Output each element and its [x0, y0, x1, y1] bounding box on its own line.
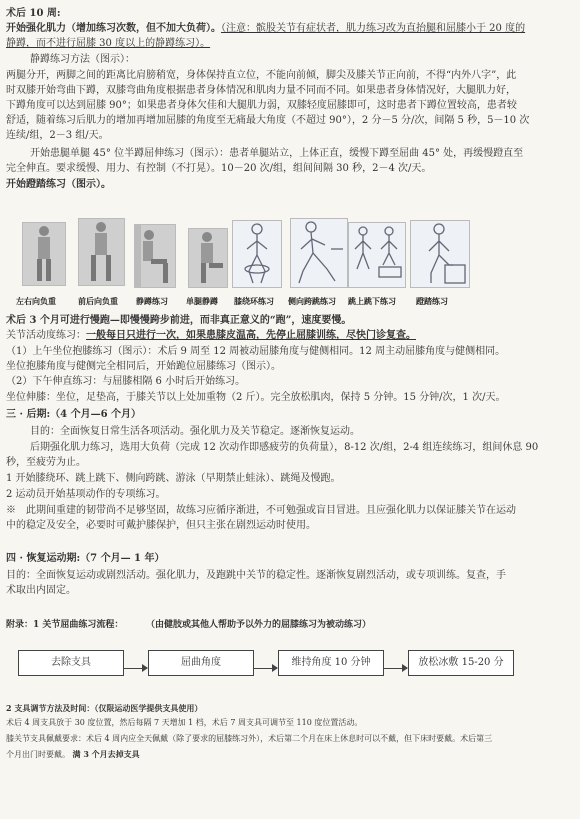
flow-step-hold-angle: 维持角度 10 分钟	[278, 650, 384, 676]
flow-arrow-2	[253, 668, 277, 669]
pm-line-1: （2）下午伸直练习：与屈膝相隔 6 小时后开始练习。	[6, 376, 246, 387]
flow-step-flex-angle: 屈曲角度	[148, 650, 254, 676]
photo-single-squat	[188, 228, 228, 288]
month3-jog: 术后 3 个月可进行慢跑—即慢慢跨步前进，而非真正意义的“跑”，速度要慢。	[6, 315, 352, 326]
brace-line-3	[6, 748, 140, 761]
step-title: 开始蹬踏练习（图示）。	[6, 179, 111, 190]
figure-label-5: 膝绕环练习	[234, 296, 274, 306]
squat-line-1: 两腿分开，两脚之间的距离比肩膀稍宽，身体保持直立位，不能向前倾，脚尖及膝关节正向前，不得“内外八字”，此	[6, 70, 517, 81]
figure-label-6: 侧向跨跳练习	[288, 296, 336, 306]
appendix-label: 附录：1 关节屈曲练习流程：	[6, 620, 124, 630]
strength-note: （注意：髌股关节有症状者，肌力练习改为直抬腿和屈膝小于 20 度的	[221, 23, 526, 34]
stage3-note-1: ※ 此期间重建的韧带尚不足够坚固，故练习应循序渐进，不可勉强或盲目冒进。且应强化肌力以保证膝关节在运动	[6, 505, 516, 516]
figure-label-7: 跳上跳下练习	[348, 296, 396, 306]
rom-text: 一般每日只进行一次，如果患膝皮温高，先停止屈膝训练，尽快门诊复查。	[86, 330, 416, 341]
squat-line-2: 时双膝开始弯曲下蹲，双膝弯曲角度根据患者身体情况和肌肉力量不同而不同。如果患者身体情况好，大腿肌力好，	[6, 85, 516, 96]
figure-label-3: 静蹲练习	[136, 296, 168, 306]
squat-title: 静蹲练习方法（图示）：	[30, 54, 135, 65]
appendix-note: （由健肢或其他人帮助予以外力的屈膝练习为被动练习）	[146, 620, 372, 630]
figure-label-2: 前后向负重	[78, 296, 118, 306]
document-page	[6, 6, 574, 819]
figure-label-1: 左右向负重	[16, 296, 56, 306]
rom-line	[6, 328, 416, 343]
week10-heading: 术后 10 周:	[6, 8, 61, 19]
flow-arrow-3	[383, 668, 407, 669]
sketch-step-up	[410, 220, 470, 288]
stage3-item-2: 2 运动员开始基项动作的专项练习。	[6, 489, 166, 500]
photo-wall-squat	[134, 224, 176, 288]
stage3-item-1: 1 开始膝绕环、跳上跳下、侧向跨跳、游泳（早期禁止蛙泳）、跳绳及慢跑。	[6, 473, 341, 484]
squat-line-3: 下蹲角度可以达到屈膝 90°；如果患者身体欠佳和大腿肌力弱，双膝轻度屈膝即可，这时患者下蹲位置较高，患者较	[6, 100, 517, 111]
strength-line	[6, 21, 525, 36]
flow-step-ice: 放松冰敷 15-20 分	[408, 650, 514, 676]
stage3-line-2: 秒，至疲劳为止。	[6, 457, 86, 468]
pm-line-2: 坐位伸膝：坐位，足垫高，于膝关节以上处加重物（2 斤）。完全放松肌肉，保持 5 分钟。15 分钟/次，1 次/天。	[6, 392, 506, 403]
stage4-heading: 四 · 恢复运动期:（7 个月— 1 年）	[6, 553, 165, 564]
am-line-2: 坐位抱膝角度与健侧完全相同后，开始跪位屈膝练习（图示）。	[6, 361, 281, 372]
photo-forward-weight	[78, 218, 125, 286]
am-line-1: （1）上午坐位抱膝练习（图示）：术后 9 周至 12 周被动屈膝角度与健侧相同。12 周主动屈膝角度与健侧相同。	[6, 346, 506, 357]
stage3-line-1: 后期强化肌力练习，选用大负荷（完成 12 次动作即感疲劳的负荷量），8-12 次/组，2-4 组连续练习，组间休息 90	[30, 442, 539, 453]
squat-line-4: 舒适，随着练习后肌力的增加再增加屈膝的角度至无痛最大角度（不超过 90°），2 分－5 分/次，间隔 5 秒，5－10 次	[6, 115, 530, 126]
stage4-line-1: 目的：全面恢复运动或剧烈活动。强化肌力，及跑跳中关节的稳定性。逐渐恢复剧烈活动，或专项训练。复查，手	[6, 570, 506, 581]
figure-label-4: 单腿静蹲	[186, 296, 218, 306]
brace-title: 2 支具调节方法及时间：（仅限运动医学提供支具使用）	[6, 703, 203, 713]
stage3-note-2: 中的稳定及安全，必要时可戴护膝保护，但只主张在剧烈运动时使用。	[6, 520, 316, 531]
brace-line-3a: 个月出门时要戴。	[6, 750, 70, 759]
brace-line-3b: 满 3 个月去掉支具	[72, 749, 140, 759]
sketch-knee-circle	[232, 220, 282, 288]
sketch-side-hop	[290, 218, 348, 288]
single-leg-line-1: 开始患腿单腿 45° 位半蹲屈伸练习（图示）：患者单腿站立，上体正直，缓慢下蹲至屈曲 45° 处，再缓慢蹬直至	[30, 148, 524, 159]
stage3-goal: 目的：全面恢复日常生活各项活动。强化肌力及关节稳定。逐渐恢复运动。	[30, 426, 360, 437]
flow-arrow-1	[123, 668, 147, 669]
brace-line-1: 术后 4 周支具放于 30 度位置，然后每隔 7 天增加 1 档，术后 7 周支具可调节至 110 度位置活动。	[6, 718, 363, 727]
stage4-line-2: 术取出内固定。	[6, 585, 76, 596]
figure-label-8: 蹬踏练习	[416, 296, 448, 306]
sketch-jump-up-down	[348, 222, 406, 288]
brace-line-2: 膝关节支具佩戴要求：术后 4 周内应全天佩戴（除了要求的屈膝练习外），术后第二个月在床上休息时可以不戴，但下床时要戴。术后第三	[6, 734, 493, 743]
flow-step-remove-brace: 去除支具	[18, 650, 124, 676]
single-leg-line-2: 完全伸直。要求缓慢、用力、有控制（不打晃）。10－20 次/组，组间间隔 30 秒，2－4 次/天。	[6, 163, 432, 174]
photo-lateral-weight	[22, 222, 66, 286]
rom-label: 关节活动度练习：	[6, 330, 86, 341]
squat-line-5: 连续/组，2－3 组/天。	[6, 130, 109, 141]
strength-text: 开始强化肌力（增加练习次数，但不加大负荷）。	[6, 23, 221, 34]
stage3-heading: 三 · 后期:（4 个月—6 个月）	[6, 409, 142, 420]
strength-note-cont: 静蹲，而不进行屈膝 30 度以上的静蹲练习）。	[6, 38, 211, 49]
